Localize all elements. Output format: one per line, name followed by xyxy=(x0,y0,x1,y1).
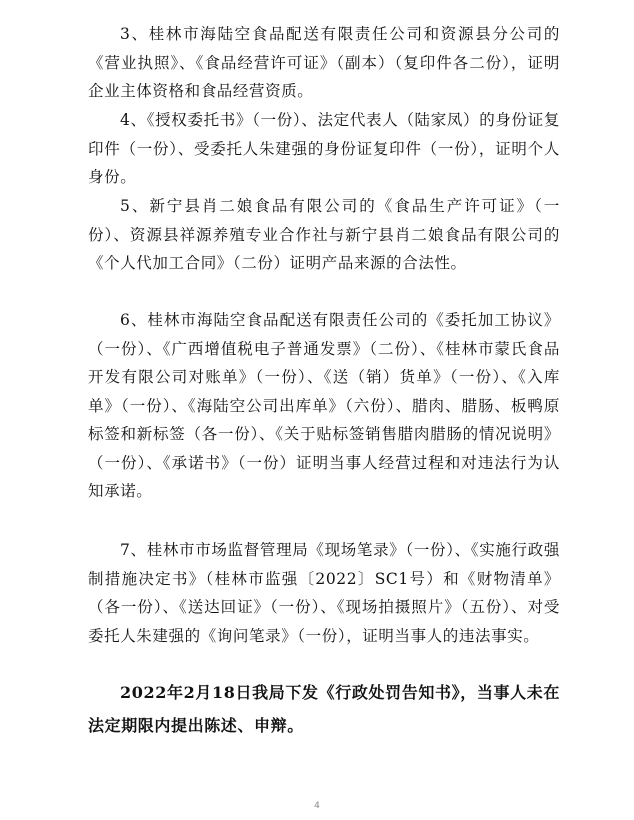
evidence-item-6: 6、桂林市海陆空食品配送有限责任公司的《委托加工协议》（一份）、《广西增值税电子普通发票》（二份）、《桂林市蒙氏食品开发有限公司对账单》（一份）、《送（销）货单》（一份）、《入库单》（一份）、《海陆空公司出库单》（六份）、腊肉、腊肠、板鸭原标签和新标签（各一份）、《关于贴标签销售腊肉腊肠的情况说明》（一份）、《承诺书》（一份）证明当事人经营过程和对违法行为认知承诺。 xyxy=(88,311,560,500)
evidence-item-4: 4、《授权委托书》（一份）、法定代表人（陆家凤）的身份证复印件（一份）、受委托人朱建强的身份证复印件（一份），证明个人身份。 xyxy=(88,111,560,186)
notice-paragraph: 2022年2月18日我局下发《行政处罚告知书》，当事人未在法定期限内提出陈述、申辩。 xyxy=(88,683,560,735)
page-number: 4 xyxy=(314,801,320,811)
evidence-item-7: 7、桂林市市场监督管理局《现场笔录》（一份）、《实施行政强制措施决定书》（桂林市监强〔2022〕SC1号）和《财物清单》（各一份）、《送达回证》（一份）、《现场拍摄照片》（五份）、对受委托人朱建强的《询问笔录》（一份），证明当事人的违法事实。 xyxy=(88,541,560,645)
evidence-item-3: 3、桂林市海陆空食品配送有限责任公司和资源县分公司的《营业执照》、《食品经营许可证》（副本）（复印件各二份），证明企业主体资格和食品经营资质。 xyxy=(88,25,560,100)
evidence-item-5: 5、新宁县肖二娘食品有限公司的《食品生产许可证》（一份）、资源县祥源养殖专业合作社与新宁县肖二娘食品有限公司的《个人代加工合同》（二份）证明产品来源的合法性。 xyxy=(88,197,560,272)
